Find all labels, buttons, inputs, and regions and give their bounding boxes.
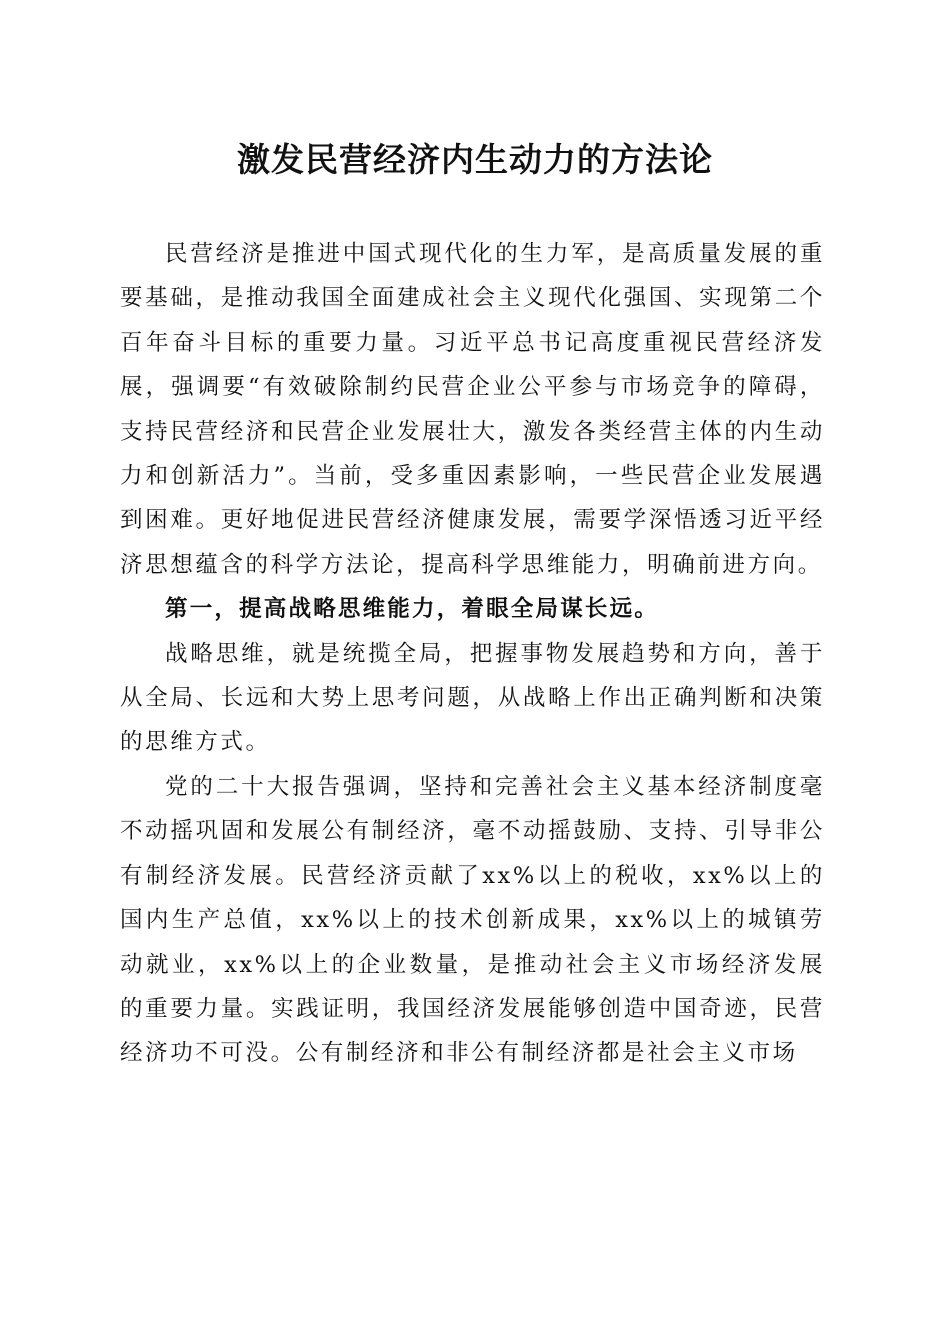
- paragraph-strategic-thinking: 战略思维，就是统揽全局，把握事物发展趋势和方向，善于从全局、长远和大势上思考问题，从战略上作出正确判断和决策的思维方式。: [120, 640, 825, 756]
- paragraph-party-report: 党的二十大报告强调，坚持和完善社会主义基本经济制度毫不动摇巩固和发展公有制经济，毫不动摇鼓励、支持、引导非公有制经济发展。民营经济贡献了xx%以上的税收，xx%以上的国内生产总值，xx%以上的技术创新成果，xx%以上的城镇劳动就业，xx%以上的企业数量，是推动社会主义市场经济发展的重要力量。实践证明，我国经济发展能够创造中国奇迹，民营经济功不可没。公有制经济和非公有制经济都是社会主义市场: [120, 773, 825, 1067]
- section-heading-first: 第一，提高战略思维能力，着眼全局谋长远。: [165, 596, 660, 623]
- document-title: 激发民营经济内生动力的方法论: [237, 140, 713, 179]
- paragraph-intro: 民营经济是推进中国式现代化的生力军，是高质量发展的重要基础，是推动我国全面建成社会主义现代化强国、实现第二个百年奋斗目标的重要力量。习近平总书记高度重视民营经济发展，强调要“有效破除制约民营企业公平参与市场竞争的障碍，支持民营经济和民营企业发展壮大，激发各类经营主体的内生动力和创新活力”。当前，受多重因素影响，一些民营企业发展遇到困难。更好地促进民营经济健康发展，需要学深悟透习近平经济思想蕴含的科学方法论，提高科学思维能力，明确前进方向。: [120, 241, 825, 578]
- document-body: [120, 232, 825, 1076]
